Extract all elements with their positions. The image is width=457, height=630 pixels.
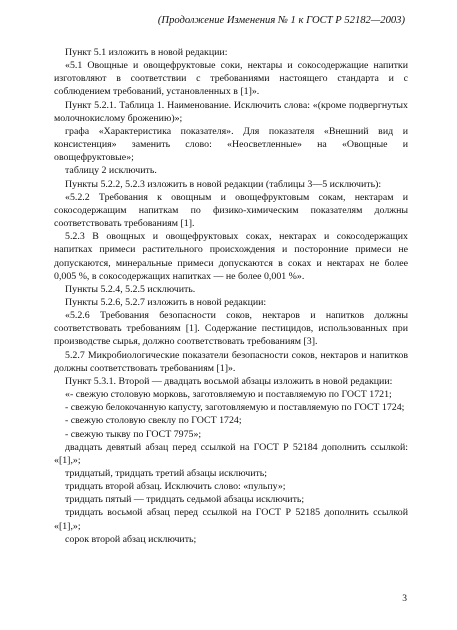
paragraph: тридцать второй абзац. Исключить слово: «пульпу»;: [65, 481, 286, 493]
page-number: 3: [402, 594, 407, 604]
paragraph: сорок второй абзац исключить;: [65, 533, 197, 545]
paragraph: Пункт 5.1 изложить в новой редакции:: [65, 47, 228, 58]
paragraph: тридцать восьмой абзац перед ссылкой на ГОСТ Р 52185 дополнить ссылкой «[1],»;: [54, 507, 408, 532]
paragraph: таблицу 2 исключить.: [65, 165, 157, 177]
paragraph: Пункты 5.2.2, 5.2.3 изложить в новой редакции (таблицы 3—5 исключить):: [65, 178, 382, 190]
paragraph: «5.2.6 Требования безопасности соков, нектаров и напитков должны соответствовать требованиям [1]. Содержание пестицидов, использованных при производстве сырья, должно соответствовать требованиям [3].: [54, 310, 408, 348]
paragraph: 5.2.7 Микробиологические показатели безопасности соков, нектаров и напитков должны соответствовать требованиям [1]».: [54, 349, 408, 374]
paragraph: тридцать пятый — тридцать седьмой абзацы исключить;: [65, 494, 305, 506]
paragraph: графа «Характеристика показателя». Для показателя «Внешний вид и консистенция» заменить слово: «Неосветленные» на «Овощные и овощефруктовые»;: [54, 125, 408, 164]
paragraph: Пункты 5.2.6, 5.2.7 изложить в новой редакции:: [65, 296, 267, 308]
paragraph: двадцать девятый абзац перед ссылкой на ГОСТ Р 52184 дополнить ссылкой: «[1],»;: [54, 441, 408, 466]
paragraph: Пункт 5.3.1. Второй — двадцать восьмой абзацы изложить в новой редакции:: [65, 375, 393, 387]
running-header: (Продолжение Изменения № 1 к ГОСТ Р 52182—2003): [157, 15, 405, 26]
paragraph: - свежую тыкву по ГОСТ 7975»;: [65, 428, 202, 440]
paragraph: «5.1 Овощные и овощефруктовые соки, нектары и сокосодержащие напитки изготовляют в соответствии с требованиями настоящего стандарта и с соблюдением требований, установленных в [1]».: [54, 60, 408, 98]
paragraph: 5.2.3 В овощных и овощефруктовых соках, нектарах и сокосодержащих напитках примеси растительного происхождения и посторонние примеси не допускаются, минеральные примеси допускаются в соках и нектарах не более 0,005 %, в сокосодержащих напитках — не более 0,001 %».: [54, 231, 408, 282]
paragraph: «5.2.2 Требования к овощным и овощефруктовым сокам, нектарам и сокосодержащим напиткам по физико-химическим показателям должны соответствовать требованиям [1].: [54, 191, 408, 230]
paragraph: Пункт 5.2.1. Таблица 1. Наименование. Исключить слова: «(кроме подвергнутых молочнокислому брожению)»;: [54, 99, 408, 124]
paragraph: Пункты 5.2.4, 5.2.5 исключить.: [65, 283, 196, 295]
paragraph: - свежую столовую свеклу по ГОСТ 1724;: [65, 415, 242, 427]
document-body: [54, 46, 408, 546]
paragraph: тридцатый, тридцать третий абзацы исключить;: [65, 468, 268, 479]
paragraph: - свежую белокочанную капусту, заготовляемую и поставляемую по ГОСТ 1724;: [65, 402, 405, 414]
paragraph: «- свежую столовую морковь, заготовляемую и поставляемую по ГОСТ 1721;: [65, 389, 392, 401]
